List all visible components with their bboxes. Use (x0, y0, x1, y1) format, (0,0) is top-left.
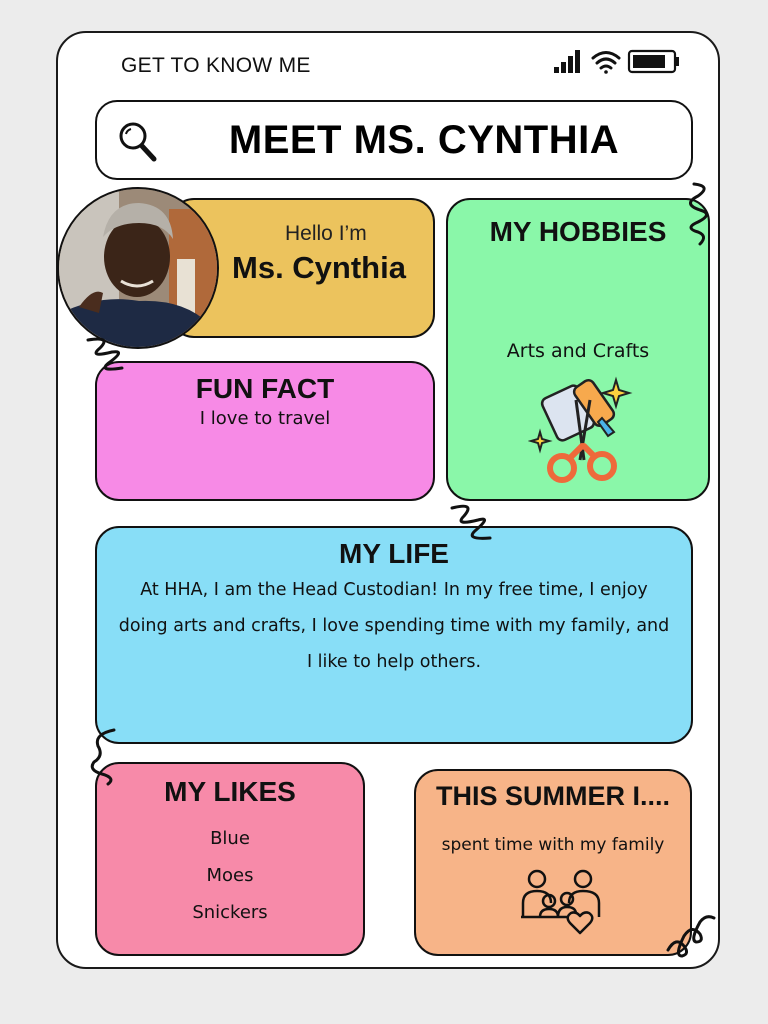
hello-greeting: Hello I’m (285, 222, 367, 245)
arts-crafts-icon (528, 372, 638, 487)
fun-fact-text: I love to travel (199, 408, 331, 429)
signal-bars-icon (554, 50, 580, 73)
list-item: Moes (206, 865, 254, 886)
squiggle-decoration (86, 726, 126, 788)
summer-card (414, 769, 692, 956)
my-life-text: At HHA, I am the Head Custodian! In my free time, I enjoy doing arts and crafts, I love spending time with my family, and I like to help others. (118, 580, 670, 672)
list-item: Snickers (192, 902, 268, 923)
battery-icon (629, 51, 679, 72)
portrait-photo (59, 189, 219, 349)
my-life-card (95, 526, 693, 744)
squiggle-decoration (82, 332, 132, 376)
avatar (57, 187, 219, 349)
fun-fact-heading: FUN FACT (195, 373, 335, 404)
likes-card (95, 762, 365, 956)
squiggle-decoration (662, 906, 718, 962)
my-life-heading: MY LIFE (339, 538, 449, 569)
search-bar[interactable] (95, 100, 693, 180)
hobbies-card (446, 198, 710, 501)
summer-heading: THIS SUMMER I.... (435, 781, 670, 811)
list-item: Blue (210, 828, 250, 849)
hobbies-item: Arts and Crafts (506, 340, 650, 362)
wifi-icon (593, 53, 619, 74)
likes-heading: MY LIKES (164, 776, 296, 807)
page-title: MEET MS. CYNTHIA (228, 118, 620, 162)
squiggle-decoration (446, 498, 498, 546)
summer-text: spent time with my family (441, 835, 665, 855)
hobbies-heading: MY HOBBIES (489, 216, 667, 247)
likes-list (97, 828, 363, 939)
status-label: GET TO KNOW ME (121, 54, 311, 77)
status-icons (552, 48, 682, 78)
hello-name: Ms. Cynthia (232, 250, 406, 285)
fun-fact-card (95, 361, 435, 501)
family-icon (520, 869, 602, 935)
squiggle-decoration (676, 180, 716, 250)
